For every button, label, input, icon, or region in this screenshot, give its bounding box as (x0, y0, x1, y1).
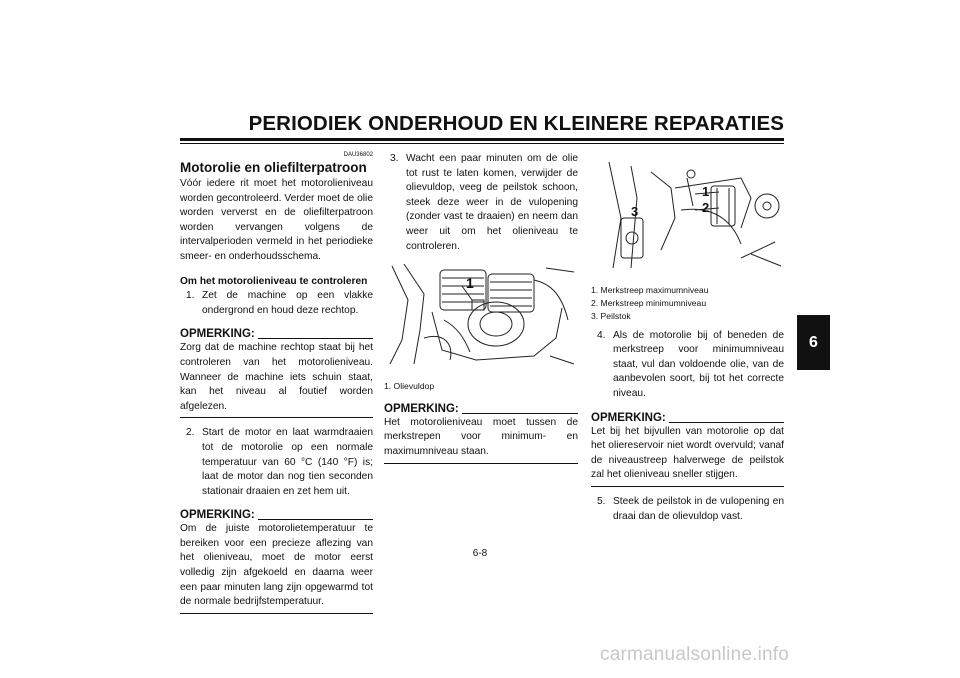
figure-caption: 1. Olievuldop (384, 380, 435, 391)
intro-paragraph: Vóór iedere rit moet het motorolieniveau worden gecontroleerd. Verder moet de olie worden ververst en de oliefilterpatroon worden vervangen volgens de intervalperioden vermeld in het periodieke smeer- en onderhoudsschema. (180, 178, 373, 262)
column-2 (384, 152, 578, 472)
note-label: OPMERKING: (591, 411, 666, 424)
watermark: carmanualsonline.info (600, 644, 790, 665)
note-text: Het motorolieniveau moet tussen de merkstrepen voor minimum- en maximumniveau staan. (384, 416, 578, 457)
dipstick-figure (591, 158, 784, 282)
note-text: Zorg dat de machine rechtop staat bij het controleren van het motorolieniveau. Wanneer de machine iets schuin staat, kan het niveau al foutief worden afgelezen. (180, 342, 373, 412)
step-number: 2. (186, 427, 195, 439)
figure-label-1: 1 (702, 184, 710, 199)
step-text: Wacht een paar minuten om de olie tot rust te laten komen, verwijder de olievuldop, veeg de peilstok schoon, steek deze weer in de vulopening (zonder vast te draaien) en neem dan weer uit om het olieniveau te controleren. (406, 153, 578, 252)
step-2 (180, 426, 373, 499)
header-rule-thin (180, 143, 784, 144)
dipstick-illustration (591, 158, 784, 276)
step-1 (180, 289, 373, 318)
step-3 (384, 152, 578, 254)
step-4 (591, 329, 784, 402)
chapter-tab-number: 6 (809, 333, 818, 351)
column-1 (180, 152, 373, 622)
column-3 (591, 152, 784, 524)
subheading: Om het motorolieniveau te controleren (180, 275, 368, 287)
header-rule (180, 138, 784, 141)
note-end-rule (384, 463, 578, 464)
note-heading (591, 412, 784, 425)
figure-caption-2: 2. Merkstreep minimumniveau (591, 297, 707, 308)
note-label: OPMERKING: (180, 328, 255, 341)
section-title: Motorolie en oliefilterpatroon (180, 160, 367, 175)
step-number: 1. (186, 290, 195, 302)
section-code: DAU36802 (343, 152, 373, 158)
step-text: Als de motorolie bij of beneden de merkstreep voor minimumniveau staat, vul dan voldoende olie, van de aanbevolen soort, bij tot het correcte niveau. (613, 329, 784, 399)
page-number: 6-8 (472, 548, 488, 559)
step-5 (591, 495, 784, 524)
note-end-rule (591, 486, 784, 487)
note-heading (180, 509, 373, 522)
step-number: 4. (597, 329, 606, 341)
figure-caption-1: 1. Merkstreep maximumniveau (591, 284, 709, 295)
step-number: 5. (597, 495, 606, 507)
figure-label-2: 2 (702, 200, 710, 215)
note-label: OPMERKING: (384, 402, 459, 415)
note-text: Om de juiste motorolietemperatuur te bereiken voor een precieze aflezing van het olieniveau, moet de motor eerst volledig zijn afgekoeld en daarna weer een paar minuten lang zijn opgewarmd tot de normale bedrijfstemperatuur. (180, 523, 373, 608)
engine-figure (384, 260, 578, 378)
note-heading (384, 403, 578, 416)
figure-caption-3: 3. Peilstok (591, 310, 631, 321)
note-rule (258, 519, 373, 520)
note-heading (180, 328, 373, 341)
note-rule (669, 422, 784, 423)
chapter-tab (797, 315, 830, 370)
note-rule (258, 338, 373, 339)
step-text: Steek de peilstok in de vulopening en draai dan de olievuldop vast. (613, 495, 784, 522)
step-text: Start de motor en laat warmdraaien tot de motorolie op een normale temperatuur van 60 °C (140 °F) is; laat de motor dan nog tien seconden stationair draaien en zet hem uit. (202, 427, 373, 497)
note-end-rule (180, 417, 373, 418)
note-label: OPMERKING: (180, 509, 255, 522)
figure-label-1: 1 (466, 275, 474, 292)
note-rule (462, 413, 578, 414)
page-title: PERIODIEK ONDERHOUD EN KLEINERE REPARATIES (248, 112, 784, 135)
note-text: Let bij het bijvullen van motorolie op dat het oliereservoir niet wordt overvuld; vanaf de niveaustreep halverwege de peilstok zal het olieniveau sneller stijgen. (591, 425, 784, 481)
figure-label-3: 3 (631, 204, 639, 219)
note-end-rule (180, 613, 373, 614)
engine-illustration (384, 260, 578, 372)
step-text: Zet de machine op een vlakke ondergrond en houd deze rechtop. (202, 290, 373, 316)
step-number: 3. (390, 153, 399, 164)
